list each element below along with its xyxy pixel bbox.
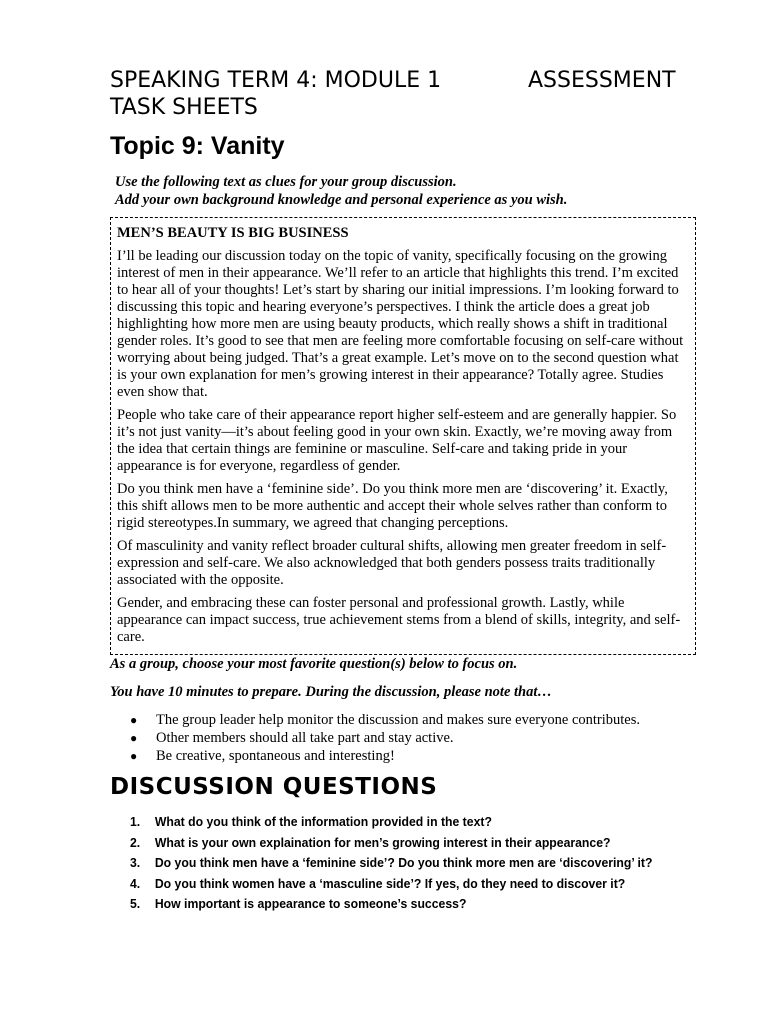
question-text: Do you think women have a ‘masculine side’? If yes, do they need to discover it?	[154, 875, 626, 891]
article-paragraph: Gender, and embracing these can foster personal and professional growth. Lastly, while appearance can impact success, true achievement stems from a blend of skills, integrity, and self-care.	[117, 595, 681, 645]
question-number: 4.	[130, 875, 141, 891]
question-number: 1.	[130, 814, 141, 829]
topic-title: Topic 9: Vanity	[110, 132, 285, 160]
instruction-line: Add your own background knowledge and personal experience as you wish.	[115, 192, 568, 208]
question-item	[130, 853, 652, 874]
article-text-box	[110, 217, 696, 655]
document-header	[110, 67, 700, 121]
question-number: 5.	[130, 896, 141, 911]
question-text: What do you think of the information provided in the text?	[154, 814, 492, 829]
list-item: ● Other members should all take part and stay active.	[130, 730, 454, 746]
list-item: ● Be creative, spontaneous and interesting!	[130, 748, 395, 764]
question-number: 3.	[130, 855, 141, 870]
header-module-title: SPEAKING TERM 4: MODULE 1	[110, 68, 442, 93]
question-text: Do you think men have a ‘feminine side’? Do you think more men are ‘discovering’ it?	[154, 855, 653, 870]
question-text: How important is appearance to someone’s success?	[154, 896, 467, 911]
question-text: What is your own explaination for men’s growing interest in their appearance?	[154, 834, 611, 850]
bullet-icon: ●	[130, 731, 138, 745]
question-number: 2.	[130, 834, 141, 850]
discussion-questions-heading: DISCUSSION QUESTIONS	[110, 774, 438, 800]
article-paragraph: Of masculinity and vanity reflect broader cultural shifts, allowing men greater freedom in self-expression and self-care. We also acknowledged that both genders possess traits traditionally associated with the opposite.	[117, 538, 667, 588]
question-item	[130, 812, 652, 833]
instruction-line: Use the following text as clues for your group discussion.	[115, 174, 457, 190]
question-item	[130, 874, 652, 895]
instructions	[115, 173, 567, 209]
question-item	[130, 833, 652, 854]
list-item: ● The group leader help monitor the discussion and makes sure everyone contributes.	[130, 712, 641, 728]
article-title: MEN’S BEAUTY IS BIG BUSINESS	[117, 225, 349, 241]
header-task-sheets-label: TASK SHEETS	[110, 95, 258, 120]
article-paragraph: I’ll be leading our discussion today on the topic of vanity, specifically focusing on the growing interest of men in their appearance. We’ll refer to an article that highlights this trend. I’m excited to hear all of your thoughts! Let’s start by sharing our initial impressions. I’m looking forward to discussing this topic and hearing everyone’s perspectives. I think the article does a great job highlighting how more men are using beauty products, which really shows a shift in traditional gender roles. It’s good to see that men are feeling more comfortable focusing on self-care without worrying about being judged. That’s a great example. Let’s move on to the second question what is your own explanation for men’s growing interest in their appearance? Totally agree. Studies even show that.	[117, 248, 684, 400]
preparation-instruction: You have 10 minutes to prepare. During the discussion, please note that…	[110, 684, 552, 700]
article-paragraph: People who take care of their appearance report higher self-esteem and are generally happier. So it’s not just vanity—it’s about feeling good in your own skin. Exactly, we’re moving away from the idea that certain things are feminine or masculine. Self-care and taking pride in your appearance is for everyone, regardless of gender.	[117, 407, 677, 474]
header-assessment-label: ASSESSMENT	[528, 68, 676, 93]
bullet-icon: ●	[130, 749, 138, 763]
question-item	[130, 894, 652, 915]
article-paragraph: Do you think men have a ‘feminine side’. Do you think more men are ‘discovering’ it. Exactly, this shift allows men to be more authentic and accept their whole selves rather than conform to rigid stereotypes.In summary, we agreed that changing perceptions.	[117, 481, 668, 531]
bullet-icon: ●	[130, 713, 138, 727]
discussion-questions-list	[130, 812, 652, 915]
discussion-rules-list	[130, 711, 640, 765]
group-instruction: As a group, choose your most favorite question(s) below to focus on.	[110, 656, 518, 672]
